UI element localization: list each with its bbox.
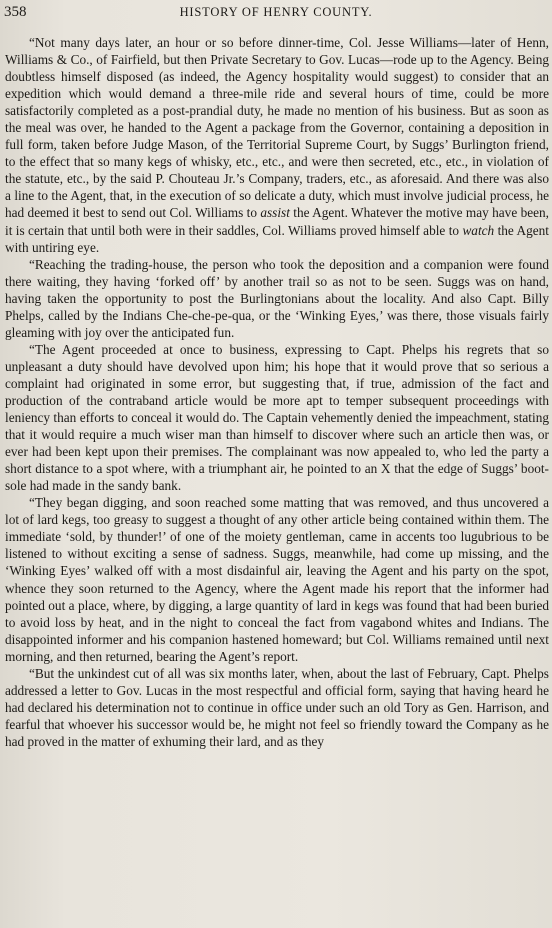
paragraph-4: “They began digging, and soon reached some matting that was removed, and thus uncovered a lot of lard kegs, too greasy to suggest a thought of any other article being contained within them. The immediate ‘sold, by thunder!’ of one of the moiety gentleman, came in accents too lugubrious to be listened to without exciting a sense of sadness. Suggs, meanwhile, had come up missing, and the ‘Winking Eyes’ walked off with a most disdainful air, leaving the Agent and his party on the spot, whence they soon returned to the Agency, where the Agent made his report that the informer had pointed out a place, where, by digging, a large quantity of lard in kegs was found that had been buried to avoid loss by heat, and in the night to conceal the fact from vagabond whites and Indians. The disappointed informer and his companion hastened homeward; but Col. Williams remained until next morning, and then returned, bearing the Agent’s report. (5, 495, 549, 664)
paragraph-1-emphasis-watch: watch (462, 222, 495, 238)
paragraph-5: “But the unkindest cut of all was six months later, when, about the last of February, Capt. Phelps addressed a letter to Gov. Lucas in the most respectful and official form, saying that having heard he had declared his determination not to continue in office under such an old Tory as Gen. Harrison, and fearful that whoever his successor would be, he might not feel so friendly toward the Company as he had proved in the matter of exhuming their lard, and as they (5, 665, 549, 749)
page-header (0, 4, 552, 24)
paragraph-1 (5, 34, 549, 256)
paragraph-1-text-c: the Agent with untiring eye. (5, 222, 549, 255)
paragraph-3: “The Agent proceeded at once to business, expressing to Capt. Phelps his regrets that so unpleasant a duty should have devolved upon him; his hope that it would prove that so serious a complaint had originated in some error, but suggesting that, if true, admission of the fact and production of the contraband article would be more apt to temper subsequent proceedings with leniency than efforts to conceal it would do. The Captain vehemently denied the impeachment, stating that it would require a much wiser man than himself to discover where such an article then was, or ever had been kept upon their premises. The complainant was now appealed to, who led the party a short distance to a spot where, with a triumphant air, he pointed to an X that the edge of Suggs’ boot-sole had made in the sandy bank. (5, 341, 549, 494)
page-body (5, 34, 549, 750)
paragraph-1-text-a: “Not many days later, an hour or so before dinner-time, Col. Jesse Williams—later of Henn, Williams & Co., of Fairfield, but then Private Secretary to Gov. Lucas—rode up to the Agency. Being doubtless himself disposed (as indeed, the Agency hospitality would suggest) to consider that an expedition which would demand a three-mile ride and several hours of time, could be more satisfactorily completed as a post-prandial duty, he made no mention of his business. But as soon as the meal was over, he handed to the Agent a package from the Governor, containing a deposition in full form, taken before Judge Mason, of the Territorial Supreme Court, by Suggs’ Burlington friend, to the effect that so many kegs of whisky, etc., etc., and were then secreted, etc., etc., in violation of the statute, etc., by the said P. Chouteau Jr.’s Company, traders, etc., as aforesaid. And there was also a line to the Agent, that, in the execution of so delicate a duty, which must involve judicial process, he had deemed it best to send out Col. Williams to (5, 35, 549, 221)
paragraph-2: “Reaching the trading-house, the person who took the deposition and a companion were found there waiting, they having ‘forked off’ by another trail so as not to be seen. Suggs was on hand, having taken the opportunity to post the Burlingtonians about the locality. And also Capt. Billy Phelps, called by the Indians Che-che-pe-qua, or the ‘Winking Eyes,’ was there, those visuals fairly gleaming with joy over the anticipated fun. (5, 256, 549, 340)
page-number: 358 (4, 4, 27, 20)
running-head: HISTORY OF HENRY COUNTY. (179, 5, 373, 19)
paragraph-1-emphasis-assist: assist (260, 205, 290, 221)
paragraph-1-text-b: the Agent. Whatever the motive may have been, it is certain that until both were in their saddles, Col. Williams proved himself able to (5, 205, 550, 238)
